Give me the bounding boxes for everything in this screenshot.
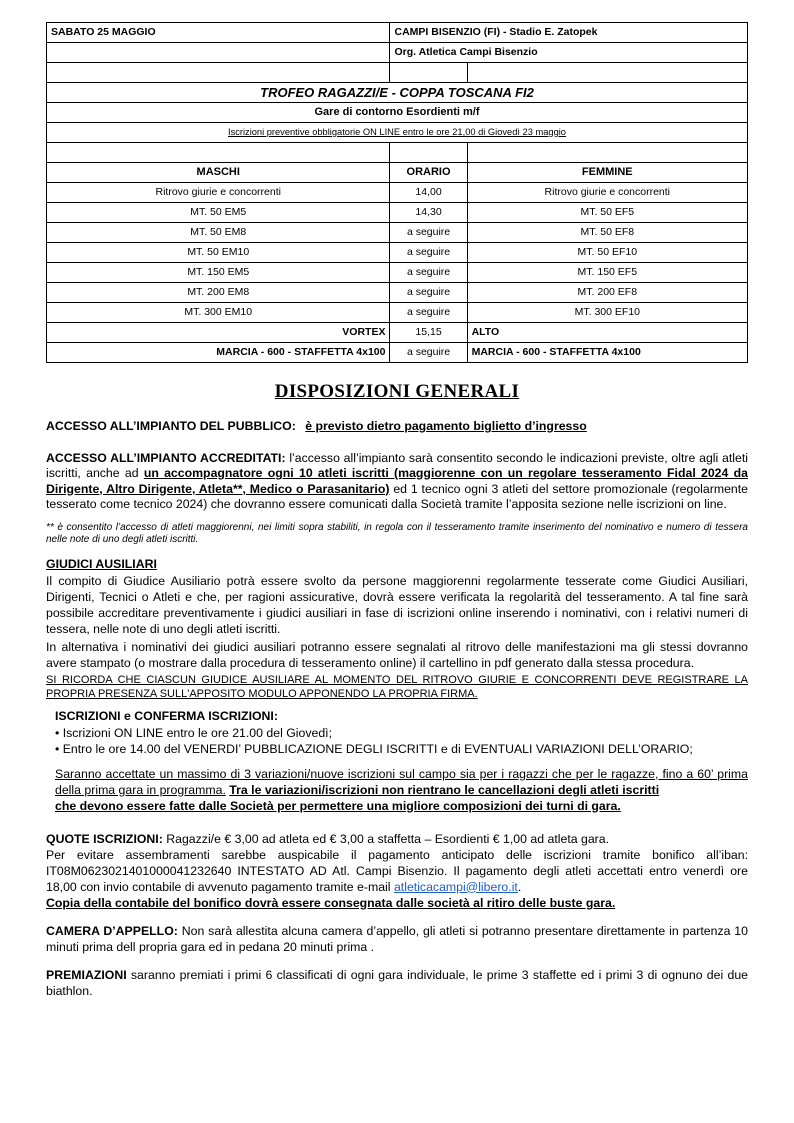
column-header-maschi: MASCHI [47,163,390,183]
table-row-header-date [47,23,748,43]
access-public-label: ACCESSO ALL’IMPIANTO DEL PUBBLICO: [46,419,296,433]
iscrizioni-label: ISCRIZIONI e CONFERMA ISCRIZIONI: [55,708,278,723]
empty-cell [467,143,747,163]
section-heading-iscrizioni [46,709,748,723]
list-item-iscrizioni-2: • Entro le ore 14.00 del VENERDI’ PUBBLICAZIONE DEGLI ISCRITTI e di EVENTUALI VARIAZIONI DELL’ORARIO; [55,741,693,756]
variazioni-text-3: che devono essere fatte dalle Società per permettere una migliore composizioni dei turni di gara. [55,798,621,813]
quote-contabile-text: Copia della contabile del bonifico dovrà essere consegnata dalle società al ritiro delle buste gara. [46,895,616,910]
cell-orario: 14,30 [390,203,467,223]
variazioni-paragraph [46,766,748,814]
quote-text-a: Per evitare assembramenti sarebbe auspicabile il pagamento anticipato delle iscrizioni tramite bonifico all’iban: [46,847,748,862]
footnote-atleti: ** è consentito l’accesso di atleti maggiorenni, nei limiti sopra stabiliti, in regola con il tesseramento tramite inserimento del nominativo e numero di tessera nelle note di uno degli atleti iscritti. [46,521,748,545]
cell-maschi: MT. 150 EM5 [47,263,390,283]
cell-femmine: MT. 300 EF10 [467,303,747,323]
cell-orario: a seguire [390,243,467,263]
event-subtitle: Gare di contorno Esordienti m/f [47,103,748,123]
cell-maschi: MT. 300 EM10 [47,303,390,323]
cell-femmine: ALTO [467,323,747,343]
page-title: DISPOSIZIONI GENERALI [274,381,520,402]
premiazioni-label: PREMIAZIONI [46,967,127,982]
cell-maschi: VORTEX [47,323,390,343]
access-accredited-paragraph [46,451,748,513]
camera-appello-value: Non sarà allestita alcuna camera d’appello, gli atleti si potranno presentare direttamente in partenza 10 minuti prima dell propria gara ed in pedana 20 minuti prima . [46,923,748,954]
table-row-note [47,123,748,143]
table-row [47,323,748,343]
camera-appello-label: CAMERA D’APPELLO: [46,923,178,938]
schedule-table-body [47,23,748,363]
table-row [47,183,748,203]
cell-femmine: MT. 200 EF8 [467,283,747,303]
table-row-columns [47,163,748,183]
cell-femmine: Ritrovo giurie e concorrenti [467,183,747,203]
section-heading-giudici: GIUDICI AUSILIARI [46,556,157,571]
cell-orario: 14,00 [390,183,467,203]
access-accredited-label: ACCESSO ALL’IMPIANTO ACCREDITATI: [46,450,286,465]
cell-maschi: MARCIA - 600 - STAFFETTA 4x100 [47,343,390,363]
quote-iscrizioni-paragraph [46,831,748,847]
variazioni-text-1: Saranno accettate un massimo di 3 variazioni/nuove iscrizioni sul campo sia per i ragazzi che per le ragazze, fino a 60’ prima della prima gara in programma. [55,766,748,797]
quote-value: Ragazzi/e € 3,00 ad atleta ed € 3,00 a staffetta – Esordienti € 1,00 ad atleta gara. [166,831,610,846]
column-header-orario: ORARIO [390,163,467,183]
access-accredited-text-2: ed 1 tecnico ogni 3 atleti del settore promozionale (regolarmente tesserato come tecnico 2024) che dovranno essere comunicati dalla Società tramite l’apposita sezione nelle iscrizioni on line. [46,481,749,511]
empty-cell [47,43,390,63]
cell-orario: a seguire [390,263,467,283]
variazioni-text-2: Tra le variazioni/iscrizioni non rientrano le cancellazioni degli atleti iscritti [229,782,660,797]
access-public-paragraph [46,419,748,435]
cell-orario: a seguire [390,303,467,323]
table-row [47,223,748,243]
cell-femmine: MARCIA - 600 - STAFFETTA 4x100 [467,343,747,363]
access-public-value: è previsto dietro pagamento biglietto d’ingresso [305,419,587,433]
table-row-subtitle [47,103,748,123]
quote-dot: . [517,879,522,894]
quote-bonifico-paragraph [46,847,748,895]
table-row-spacer [47,143,748,163]
empty-cell [47,63,390,83]
table-row-title [47,83,748,103]
cell-femmine: MT. 50 EF8 [467,223,747,243]
cell-maschi: MT. 50 EM8 [47,223,390,243]
spacer [46,444,748,451]
cell-femmine: MT. 50 EF10 [467,243,747,263]
table-row [47,243,748,263]
event-organizer: Org. Atletica Campi Bisenzio [390,43,748,63]
event-venue: CAMPI BISENZIO (FI) - Stadio E. Zatopek [390,23,748,43]
quote-contabile-paragraph [46,895,748,911]
table-row [47,303,748,323]
cell-maschi: MT. 200 EM8 [47,283,390,303]
access-accredited-text-1: l’accesso all’impianto sarà consentito secondo le indicazioni previste, oltre agli atleti iscritti, anche ad [46,450,748,480]
access-accredited-highlight: un accompagnatore ogni 10 atleti iscritti (maggiorenne con un regolare tesseramento Fidal 2024 da Dirigente, Altro Dirigente, Atleta**, Medico o Parasanitario) [46,466,748,496]
cell-orario: a seguire [390,223,467,243]
giudici-paragraph-2: In alternativa i nominativi dei giudici ausiliari potranno essere segnalati al ritrovo delle manifestazioni ma gli stessi dovranno avere stampato (o mostrare dalla procedura di tesseramento online) il cartellino in pdf generato dalla stessa procedura. [46,639,748,670]
quote-text-b: IT08M0623021401000041232640 INTESTATO AD Atl. Campi Bisenzio. Il pagamento degli atleti accettati entro venerdì ore 18,00 con invio contabile di avvenuto pagamento tramite e-mail [46,863,748,894]
premiazioni-value: saranno premiati i primi 6 classificati di ogni gara individuale, le prime 3 staffette ed i primi 3 di ognuno dei due biathlon. [46,967,749,998]
column-header-femmine: FEMMINE [467,163,747,183]
empty-cell [47,143,390,163]
giudici-paragraph-1: Il compito di Giudice Ausiliario potrà essere svolto da persone maggiorenni regolarmente tesserate come Giudici Ausiliari, Dirigenti, Tecnici o Atleti e che, per ragioni assicurative, dovrà essere verificata la regolarità del tesseramento. A tal fine sarà possibile accreditare preventivamente i giudici ausiliari in fase di iscrizioni online inserendo i nominativi, con i relativi numeri di tessera, nelle note di uno degli atleti iscritti. [46,573,748,636]
schedule-table [46,22,748,363]
table-row [47,263,748,283]
registration-note: Iscrizioni preventive obbligatorie ON LINE entro le ore 21,00 di Giovedì 23 maggio [47,123,748,143]
camera-appello-paragraph [46,923,748,955]
empty-cell [467,63,747,83]
table-row [47,283,748,303]
cell-maschi: MT. 50 EM5 [47,203,390,223]
cell-orario: a seguire [390,343,467,363]
quote-label: QUOTE ISCRIZIONI: [46,831,163,846]
table-row-org [47,43,748,63]
cell-maschi: MT. 50 EM10 [47,243,390,263]
table-row [47,203,748,223]
cell-maschi: Ritrovo giurie e concorrenti [47,183,390,203]
event-date: SABATO 25 MAGGIO [47,23,390,43]
spacer [46,824,748,831]
table-row [47,343,748,363]
giudici-note: SI RICORDA CHE CIASCUN GIUDICE AUSILIARE AL MOMENTO DEL RITROVO GIURIE E CONCORRENTI DEVE REGISTRARE LA PROPRIA PRESENZA SULL'APPOSITO MODULO APPONENDO LA PROPRIA FIRMA. [46,673,748,700]
cell-orario: a seguire [390,283,467,303]
premiazioni-paragraph [46,967,748,999]
empty-cell [390,143,467,163]
email-link[interactable]: atleticacampi@libero.it [393,879,518,894]
list-item-iscrizioni-1: • Iscrizioni ON LINE entro le ore 21.00 del Giovedì; [55,725,333,740]
empty-cell [390,63,467,83]
cell-femmine: MT. 50 EF5 [467,203,747,223]
cell-orario: 15,15 [390,323,467,343]
table-row-spacer [47,63,748,83]
cell-femmine: MT. 150 EF5 [467,263,747,283]
event-title: TROFEO RAGAZZI/E - COPPA TOSCANA FI2 [47,83,748,103]
